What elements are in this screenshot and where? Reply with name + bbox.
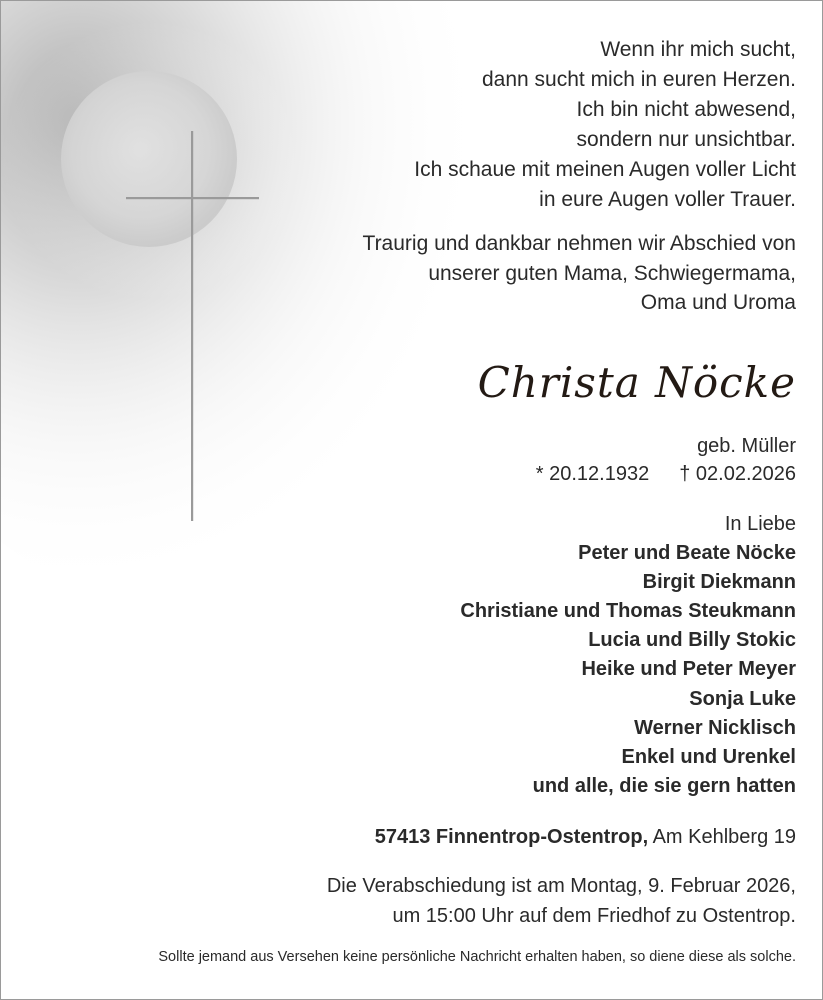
intro-line: Traurig und dankbar nehmen wir Abschied von	[362, 232, 796, 255]
farewell-intro	[236, 229, 796, 318]
moon-icon	[61, 71, 237, 247]
born-name: geb. Müller	[697, 434, 796, 457]
deceased-name: Christa Nöcke	[477, 357, 796, 407]
mourner-name: Christiane und Thomas Steukmann	[460, 599, 796, 622]
mourner-name: Lucia und Billy Stokic	[588, 629, 796, 652]
intro-line: Oma und Uroma	[640, 291, 796, 314]
mourners-intro: In Liebe	[724, 512, 796, 535]
poem-line: sondern nur unsichtbar.	[576, 128, 796, 151]
mourner-name: Sonja Luke	[689, 687, 796, 710]
poem-line: Ich bin nicht abwesend,	[576, 98, 796, 121]
ceremony-line: um 15:00 Uhr auf dem Friedhof zu Ostentrop.	[392, 905, 796, 928]
poem-line: Wenn ihr mich sucht,	[600, 38, 796, 61]
mourner-name: und alle, die sie gern hatten	[532, 775, 796, 798]
poem	[236, 35, 796, 215]
footer-note: Sollte jemand aus Versehen keine persönliche Nachricht erhalten haben, so diene diese als solche.	[158, 949, 796, 965]
poem-line: in eure Augen voller Trauer.	[539, 188, 796, 211]
poem-line: dann sucht mich in euren Herzen.	[481, 68, 796, 91]
mourner-name: Peter und Beate Nöcke	[578, 541, 796, 564]
mourner-name: Heike und Peter Meyer	[581, 658, 796, 681]
obituary-text	[236, 35, 796, 931]
death-date: † 02.02.2026	[679, 462, 796, 485]
address	[236, 823, 796, 851]
mourner-name: Birgit Diekmann	[642, 570, 796, 593]
address-city: 57413 Finnentrop-Ostentrop,	[374, 826, 649, 849]
intro-line: unserer guten Mama, Schwiegermama,	[428, 261, 796, 285]
life-dates	[236, 460, 796, 488]
address-street: Am Kehlberg 19	[652, 826, 796, 849]
ceremony-line: Die Verabschiedung ist am Montag, 9. Februar 2026,	[326, 875, 796, 898]
ceremony-info	[236, 871, 796, 931]
poem-line: Ich schaue mit meinen Augen voller Licht	[414, 158, 796, 181]
mourners-list	[236, 539, 796, 802]
mourner-name: Enkel und Urenkel	[621, 745, 796, 768]
birth-date: * 20.12.1932	[535, 462, 650, 485]
mourner-name: Werner Nicklisch	[634, 716, 796, 739]
